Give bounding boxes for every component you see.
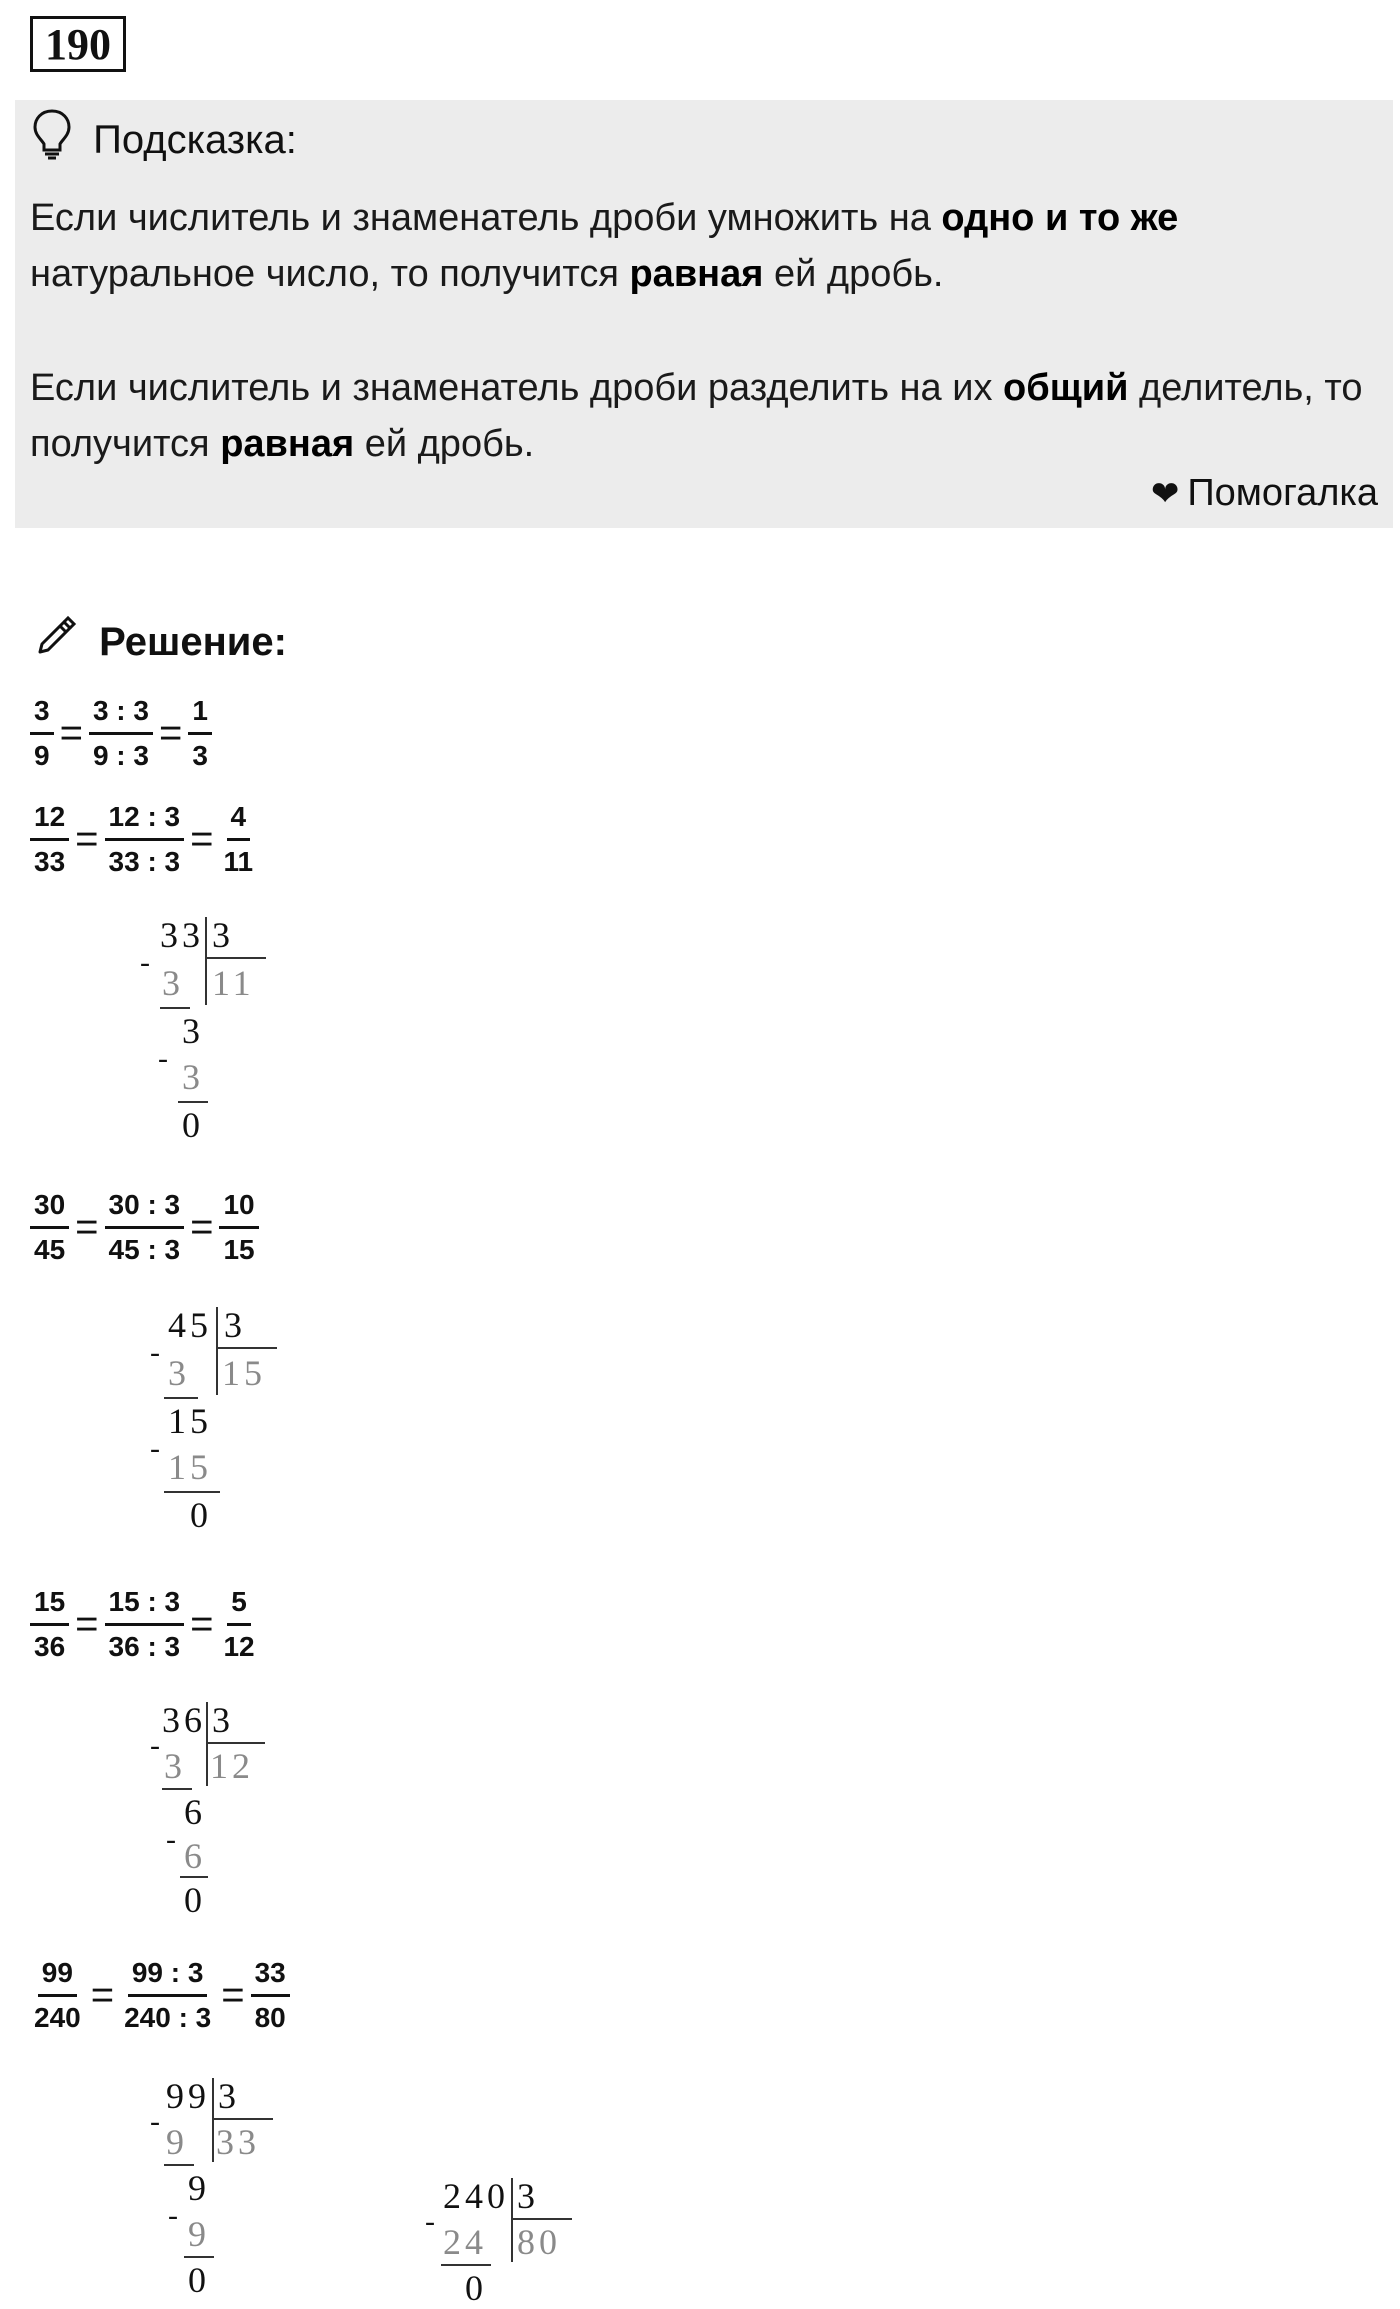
- fraction: $\frac{10}{15}$: [219, 1188, 258, 1267]
- equation-2: [30, 800, 257, 879]
- fraction: $\frac{30 : 3}{45 : 3}$: [105, 1188, 185, 1267]
- long-division-36-by-3: - 36 3 12 3 6 - 6 0: [150, 1700, 280, 1930]
- fraction: $\frac{4}{11}$: [223, 801, 254, 877]
- fraction: $\frac{1}{3}$: [188, 694, 212, 773]
- task-number: 190: [30, 16, 126, 72]
- fraction: $\frac{99}{240}$: [34, 1957, 81, 2033]
- long-division-99-by-3: - 99 3 33 9 9 - 9 0: [150, 2076, 280, 2306]
- long-division-45-by-3: - 45 3 15 3 15 - 15 0: [150, 1305, 280, 1555]
- solution-title: Решение:: [34, 612, 287, 672]
- hint-title: Подсказка:: [32, 108, 297, 172]
- long-division-33-by-3: - 33 3 11 3 3 - 3 0: [150, 915, 280, 1155]
- hint-paragraph-1: Если числитель и знаменатель дроби умножить на одно и то же натуральное число, то получится равная ей дробь.: [30, 197, 1179, 295]
- equals-sign: =: [221, 1973, 245, 2017]
- equals-sign: =: [190, 1602, 214, 1646]
- credit: ❤ Помогалка: [1150, 472, 1378, 514]
- fraction: $\frac{33}{80}$: [251, 1956, 290, 2035]
- fraction: $\frac{12 : 3}{33 : 3}$: [105, 800, 185, 879]
- fraction: $\frac{12}{33}$: [30, 800, 69, 879]
- equals-sign: =: [75, 1602, 99, 1646]
- equation-1: [30, 694, 212, 773]
- equals-sign: =: [190, 817, 214, 861]
- fraction: $\frac{15 : 3}{36 : 3}$: [105, 1585, 185, 1664]
- fraction: $\frac{15}{36}$: [30, 1585, 69, 1664]
- equals-sign: =: [59, 711, 83, 755]
- equals-sign: =: [158, 711, 183, 755]
- long-division-240-by-3: - 240 3 80 24 0: [425, 2176, 585, 2306]
- equals-sign: =: [75, 1205, 99, 1249]
- lightbulb-icon: [32, 108, 72, 172]
- equation-4: [30, 1585, 259, 1664]
- equals-sign: =: [90, 1973, 115, 2017]
- fraction: $\frac{3 : 3}{9 : 3}$: [89, 694, 153, 773]
- fraction: $\frac{3}{9}$: [30, 694, 54, 773]
- fraction: $\frac{5}{12}$: [223, 1586, 255, 1662]
- equals-sign: =: [75, 817, 99, 861]
- equals-sign: =: [190, 1205, 214, 1249]
- equation-5: [30, 1956, 290, 2035]
- fraction: $\frac{99 : 3}{240 : 3}$: [124, 1957, 212, 2033]
- heart-icon: ❤: [1150, 475, 1180, 513]
- fraction: $\frac{30}{45}$: [30, 1188, 69, 1267]
- hint-paragraph-2: Если числитель и знаменатель дроби разделить на их общий делитель, то получится равная ей дробь.: [30, 367, 1363, 465]
- pencil-icon: [34, 612, 80, 672]
- equation-3: [30, 1188, 259, 1267]
